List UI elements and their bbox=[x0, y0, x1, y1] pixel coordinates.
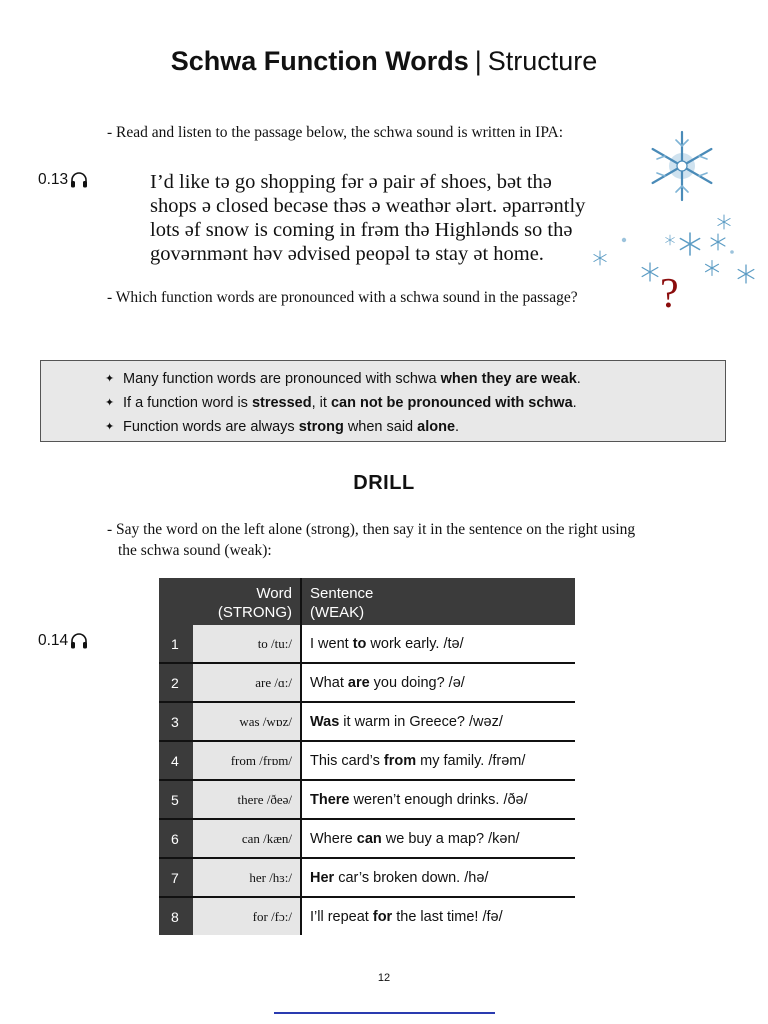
weak-sentence: I’ll repeat for the last time! /fə/ bbox=[301, 897, 575, 935]
weak-sentence: Was it warm in Greece? /wəz/ bbox=[301, 702, 575, 741]
table-row bbox=[159, 625, 575, 663]
bullet-star-icon: ✦ bbox=[105, 373, 115, 385]
question-mark-icon: ? bbox=[660, 271, 679, 317]
row-number: 8 bbox=[159, 897, 193, 935]
headphones-icon bbox=[70, 172, 88, 188]
header-sentence: Sentence (WEAK) bbox=[301, 578, 575, 625]
row-number: 7 bbox=[159, 858, 193, 897]
audio-track-drill[interactable] bbox=[38, 632, 88, 650]
info-bullet: ✦ If a function word is stressed, it can not be pronounced with schwa. bbox=[105, 391, 725, 415]
row-number: 6 bbox=[159, 819, 193, 858]
passage-line: lots əf snow is coming in frəm thə Highlənds so thə bbox=[150, 219, 573, 241]
track-number: 0.13 bbox=[38, 171, 69, 188]
drill-instruction bbox=[107, 519, 697, 561]
strong-word: her /hɜ:/ bbox=[193, 858, 301, 897]
table-header-row bbox=[159, 578, 575, 625]
page-number: 12 bbox=[377, 972, 391, 984]
table-row bbox=[159, 897, 575, 935]
bullet-star-icon: ✦ bbox=[105, 397, 115, 409]
title-separator: | bbox=[474, 46, 482, 76]
weak-sentence: This card’s from my family. /frəm/ bbox=[301, 741, 575, 780]
snowflake-icon bbox=[642, 263, 658, 281]
strong-word: from /frɒm/ bbox=[193, 741, 301, 780]
table-row bbox=[159, 663, 575, 702]
drill-instruction-line: the schwa sound (weak): bbox=[118, 542, 272, 559]
drill-heading: DRILL bbox=[353, 472, 415, 494]
title-bold: Schwa Function Words bbox=[170, 46, 469, 76]
strong-word: there /ðeə/ bbox=[193, 780, 301, 819]
row-number: 3 bbox=[159, 702, 193, 741]
info-bullet: ✦ Function words are always strong when said alone. bbox=[105, 415, 725, 439]
title-light: Structure bbox=[487, 46, 598, 76]
snowflake-icon bbox=[738, 265, 754, 283]
header-number bbox=[159, 578, 193, 625]
table-row bbox=[159, 702, 575, 741]
row-number: 4 bbox=[159, 741, 193, 780]
footer-divider bbox=[274, 1012, 495, 1014]
snowflake-icon bbox=[680, 233, 699, 255]
snowflake-icon bbox=[711, 234, 725, 250]
header-word: Word (STRONG) bbox=[193, 578, 301, 625]
info-box bbox=[40, 360, 726, 442]
ipa-passage bbox=[150, 170, 635, 266]
audio-track-passage[interactable] bbox=[38, 171, 88, 189]
drill-table bbox=[159, 578, 575, 935]
strong-word: can /kæn/ bbox=[193, 819, 301, 858]
drill-instruction-line: - Say the word on the left alone (strong), then say it in the sentence on the right using bbox=[107, 521, 636, 538]
weak-sentence: Where can we buy a map? /kən/ bbox=[301, 819, 575, 858]
passage-line: shops ə closed becəse thəs ə weathər ələrt. əparrəntly bbox=[150, 195, 586, 217]
table-row bbox=[159, 819, 575, 858]
read-listen-instruction: - Read and listen to the passage below, the schwa sound is written in IPA: bbox=[107, 124, 564, 141]
strong-word: for /fɔ:/ bbox=[193, 897, 301, 935]
table-row bbox=[159, 858, 575, 897]
snowflake-icon bbox=[594, 251, 606, 265]
passage-line: I’d like tə go shopping fər ə pair əf shoes, bət thə bbox=[150, 171, 552, 193]
info-bullet: ✦ Many function words are pronounced with schwa when they are weak. bbox=[105, 367, 725, 391]
snowflake-illustration bbox=[592, 120, 762, 290]
strong-word: was /wɒz/ bbox=[193, 702, 301, 741]
snowflake-icon bbox=[718, 215, 730, 229]
row-number: 5 bbox=[159, 780, 193, 819]
strong-word: are /ɑ:/ bbox=[193, 663, 301, 702]
which-words-instruction: - Which function words are pronounced with a schwa sound in the passage? bbox=[107, 289, 578, 306]
bullet-star-icon: ✦ bbox=[105, 421, 115, 433]
track-number: 0.14 bbox=[38, 632, 69, 649]
strong-word: to /tu:/ bbox=[193, 625, 301, 663]
weak-sentence: I went to work early. /tə/ bbox=[301, 625, 575, 663]
table-row bbox=[159, 780, 575, 819]
snowflake-icon bbox=[666, 235, 675, 245]
snowflake-icon bbox=[653, 132, 712, 200]
page-title bbox=[0, 46, 768, 77]
row-number: 2 bbox=[159, 663, 193, 702]
weak-sentence: What are you doing? /ə/ bbox=[301, 663, 575, 702]
weak-sentence: There weren’t enough drinks. /ðə/ bbox=[301, 780, 575, 819]
row-number: 1 bbox=[159, 625, 193, 663]
passage-line: govərnmənt həv ədvised peopəl tə stay ət home. bbox=[150, 243, 544, 265]
snowflake-icon bbox=[705, 261, 718, 276]
table-row bbox=[159, 741, 575, 780]
headphones-icon bbox=[70, 633, 88, 649]
weak-sentence: Her car’s broken down. /hə/ bbox=[301, 858, 575, 897]
